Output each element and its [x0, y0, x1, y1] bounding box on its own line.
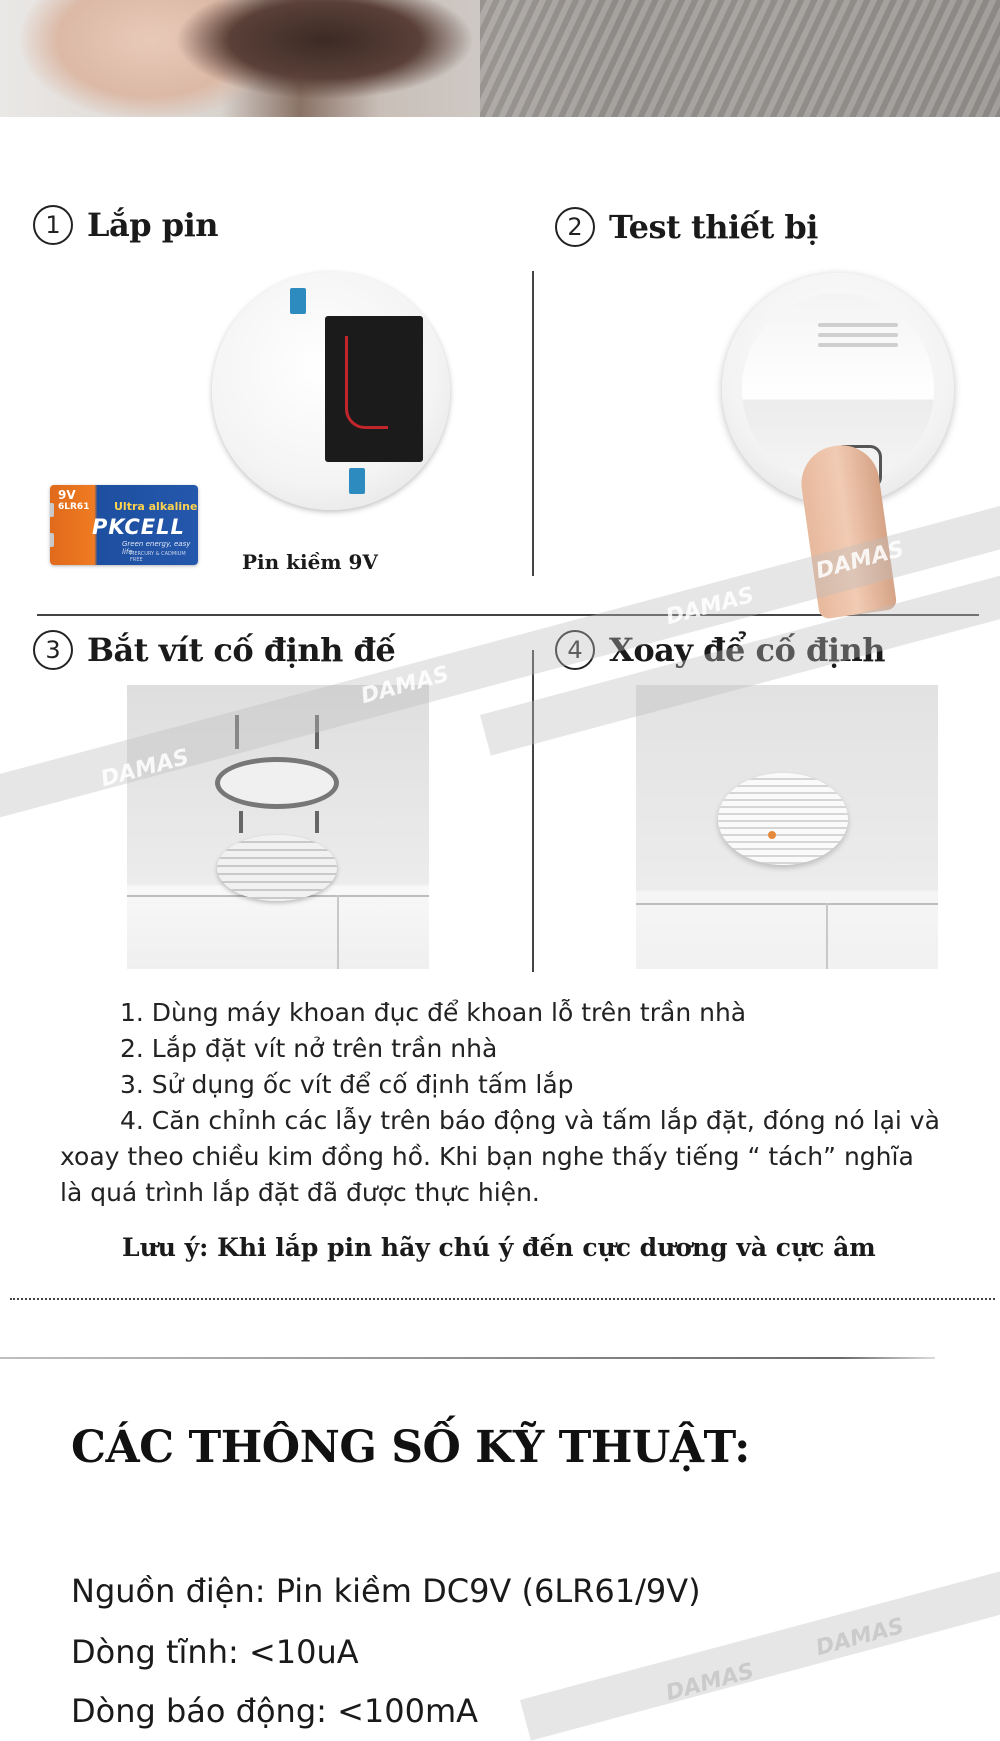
top-photo	[0, 0, 1000, 117]
step-3-heading	[33, 630, 395, 670]
instruction-step: 3. Sử dụng ốc vít để cố định tấm lắp	[120, 1070, 574, 1099]
mount-clip	[290, 288, 306, 314]
battery-image	[50, 485, 198, 565]
photo-sweater	[480, 0, 1000, 117]
battery-model-label: 6LR61	[58, 502, 90, 512]
instruction-step: 1. Dùng máy khoan đục để khoan lỗ trên trần nhà	[120, 998, 747, 1027]
watermark-text: DAMAS	[663, 1658, 757, 1707]
ceiling-mounted-photo	[636, 685, 938, 969]
step-title: Bắt vít cố định đế	[87, 631, 396, 669]
spec-item: Dòng tĩnh: <10uA	[71, 1633, 359, 1671]
specs-heading: CÁC THÔNG SỐ KỸ THUẬT:	[71, 1422, 750, 1473]
step-number-badge: 1	[33, 205, 73, 245]
wall-corner	[826, 903, 828, 969]
watermark-text: DAMAS	[98, 744, 192, 793]
step-number-badge: 4	[555, 630, 595, 670]
step-number-badge: 3	[33, 630, 73, 670]
watermark-text: DAMAS	[358, 661, 452, 710]
divider-vertical-top	[532, 271, 534, 576]
detector-vent	[818, 343, 898, 347]
instruction-step: 4. Căn chỉnh các lẫy trên báo động và tấm lắp đặt, đóng nó lại và xoay theo chiều kim đồng hồ. Khi bạn nghe thấy tiếng “ tách” nghĩa là quá trình lắp đặt đã được thực hiện.	[60, 1106, 940, 1207]
battery-brand-logo: PKCELL	[92, 515, 185, 539]
detector-vent	[818, 323, 898, 327]
watermark-text: DAMAS	[813, 536, 907, 585]
battery-compartment	[325, 316, 423, 462]
wall-corner	[337, 895, 339, 969]
step-number-badge: 2	[555, 207, 595, 247]
mount-clip	[349, 468, 365, 494]
mounting-ring	[215, 757, 339, 809]
ceiling-edge	[636, 903, 938, 905]
battery-note: Lưu ý: Khi lắp pin hãy chú ý đến cực dương và cực âm	[122, 1233, 876, 1262]
battery-terminal	[50, 533, 54, 547]
step-title: Lắp pin	[87, 206, 219, 244]
battery-terminal	[50, 503, 54, 517]
step-2-heading	[555, 207, 818, 247]
battery-caption: Pin kiềm 9V	[242, 550, 378, 574]
screw	[239, 811, 243, 833]
step-1-heading	[33, 205, 218, 245]
detector-led	[768, 831, 776, 839]
spec-item: Nguồn điện: Pin kiềm DC9V (6LR61/9V)	[71, 1572, 701, 1610]
section-rule	[0, 1357, 935, 1359]
detector-body	[217, 835, 337, 901]
watermark-text: DAMAS	[663, 582, 757, 631]
installation-instructions	[60, 995, 940, 1211]
step-title: Test thiết bị	[609, 208, 818, 246]
instruction-step: 2. Lắp đặt vít nở trên trần nhà	[120, 1034, 498, 1063]
watermark-text: DAMAS	[813, 1613, 907, 1662]
battery-type-label: Ultra alkaline	[114, 500, 198, 513]
divider-vertical-bottom	[532, 650, 534, 972]
mounted-detector	[718, 773, 848, 865]
battery-voltage-label: 9V	[58, 488, 76, 502]
step-title: Xoay để cố định	[609, 631, 886, 669]
dotted-separator	[10, 1298, 995, 1300]
battery-wire	[345, 336, 388, 429]
detector-vent	[818, 333, 898, 337]
spec-item: Dòng báo động: <100mA	[71, 1692, 479, 1730]
battery-tagline-small: MERCURY & CADMIUM FREE	[130, 551, 186, 563]
battery-tagline: Green energy, easy life	[122, 540, 191, 556]
screw	[315, 811, 319, 833]
